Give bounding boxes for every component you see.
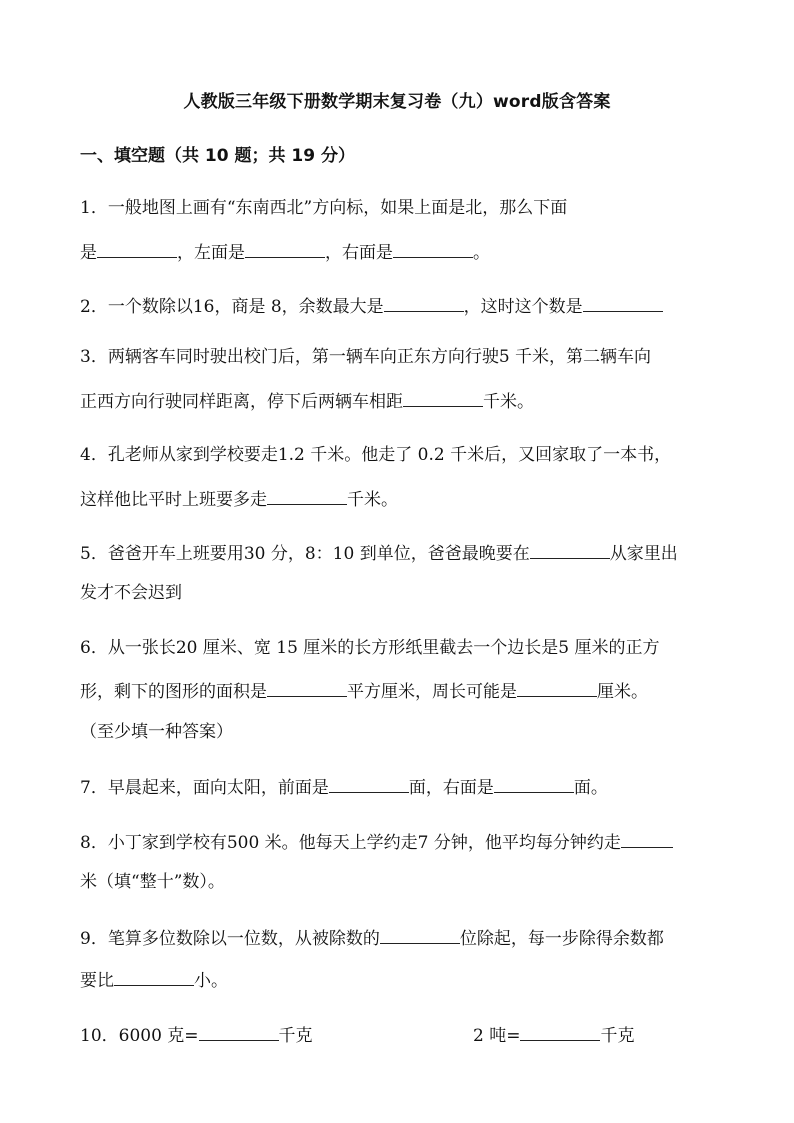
question-text: 8．小丁家到学校有500 米。他每天上学约走7 分钟，他平均每分钟约走 bbox=[80, 833, 621, 853]
question-9-line-1 bbox=[80, 926, 720, 951]
question-text: 小。 bbox=[194, 971, 228, 991]
question-text: 5．爸爸开车上班要用30 分，8：10 到单位，爸爸最晚要在 bbox=[80, 544, 530, 564]
answer-blank[interactable] bbox=[583, 294, 663, 312]
question-9-line-2 bbox=[80, 968, 720, 993]
question-6-line-2 bbox=[80, 679, 720, 704]
answer-blank[interactable] bbox=[621, 830, 673, 848]
answer-blank[interactable] bbox=[267, 679, 347, 697]
question-text: 是 bbox=[80, 243, 97, 263]
question-text: 形，剩下的图形的面积是 bbox=[80, 682, 267, 702]
question-text: 平方厘米，周长可能是 bbox=[347, 682, 517, 702]
question-4-line-2 bbox=[80, 487, 720, 512]
question-text: 发才不会迟到 bbox=[80, 583, 182, 603]
answer-blank[interactable] bbox=[393, 240, 473, 258]
question-text: 。 bbox=[473, 243, 490, 263]
question-text: ，这时这个数是 bbox=[463, 297, 583, 317]
question-text: 这样他比平时上班要多走 bbox=[80, 490, 267, 510]
question-1-line-2 bbox=[80, 240, 720, 265]
question-text: 2 吨= bbox=[473, 1026, 521, 1046]
question-text: 米（填“整十”数）。 bbox=[80, 872, 225, 892]
question-text: 要比 bbox=[80, 971, 114, 991]
answer-blank[interactable] bbox=[517, 679, 597, 697]
question-6-line-3 bbox=[80, 721, 720, 744]
question-8-line-2 bbox=[80, 871, 720, 894]
answer-blank[interactable] bbox=[384, 294, 464, 312]
question-text: 面。 bbox=[573, 778, 608, 798]
question-text: ，左面是 bbox=[177, 243, 245, 263]
question-6-line-1 bbox=[80, 637, 720, 660]
question-text: 千克 bbox=[600, 1026, 635, 1046]
document-title: 人教版三年级下册数学期末复习卷（九）word版含答案 bbox=[183, 92, 611, 112]
question-text: 7．早晨起来，面向太阳，前面是 bbox=[80, 778, 329, 798]
section-heading: 一、填空题（共 10 题；共 19 分） bbox=[80, 146, 355, 166]
question-5-line-1 bbox=[80, 541, 720, 566]
question-text: 千克 bbox=[278, 1026, 313, 1046]
answer-blank[interactable] bbox=[267, 487, 347, 505]
question-2 bbox=[80, 294, 720, 319]
question-text: 2．一个数除以16，商是 8，余数最大是 bbox=[80, 297, 384, 317]
answer-blank[interactable] bbox=[380, 926, 460, 944]
answer-blank[interactable] bbox=[403, 389, 483, 407]
question-text: 面，右面是 bbox=[408, 778, 494, 798]
question-5-line-2 bbox=[80, 582, 720, 605]
question-text: 1．一般地图上画有“东南西北”方向标，如果上面是北，那么下面 bbox=[80, 198, 568, 218]
question-text: 厘米。 bbox=[597, 682, 648, 702]
question-text: 位除起，每一步除得余数都 bbox=[459, 929, 664, 949]
question-4-line-1 bbox=[80, 444, 720, 467]
question-10-part-2 bbox=[473, 1023, 733, 1048]
question-text: 从家里出 bbox=[609, 544, 678, 564]
question-text: 9．笔算多位数除以一位数，从被除数的 bbox=[80, 929, 380, 949]
answer-blank[interactable] bbox=[245, 240, 325, 258]
question-text: 10．6000 克= bbox=[80, 1026, 199, 1046]
answer-blank[interactable] bbox=[114, 968, 194, 986]
question-text: 千米。 bbox=[483, 392, 534, 412]
answer-blank[interactable] bbox=[199, 1023, 279, 1041]
question-3-line-2 bbox=[80, 389, 720, 414]
answer-blank[interactable] bbox=[494, 775, 574, 793]
answer-blank[interactable] bbox=[520, 1023, 600, 1041]
question-text: ，右面是 bbox=[325, 243, 393, 263]
question-3-line-1 bbox=[80, 346, 720, 369]
question-text: （至少填一种答案） bbox=[80, 722, 233, 742]
question-8-line-1 bbox=[80, 830, 720, 855]
question-text: 千米。 bbox=[347, 490, 398, 510]
answer-blank[interactable] bbox=[97, 240, 177, 258]
question-7 bbox=[80, 775, 720, 800]
question-1-line-1 bbox=[80, 197, 720, 220]
question-text: 6．从一张长20 厘米、宽 15 厘米的长方形纸里截去一个边长是5 厘米的正方 bbox=[80, 638, 660, 658]
question-text: 3．两辆客车同时驶出校门后，第一辆车向正东方向行驶5 千米，第二辆车向 bbox=[80, 347, 652, 367]
question-text: 4．孔老师从家到学校要走1.2 千米。他走了 0.2 千米后，又回家取了一本书， bbox=[80, 445, 672, 465]
question-text: 正西方向行驶同样距离，停下后两辆车相距 bbox=[80, 392, 403, 412]
answer-blank[interactable] bbox=[329, 775, 409, 793]
answer-blank[interactable] bbox=[530, 541, 610, 559]
